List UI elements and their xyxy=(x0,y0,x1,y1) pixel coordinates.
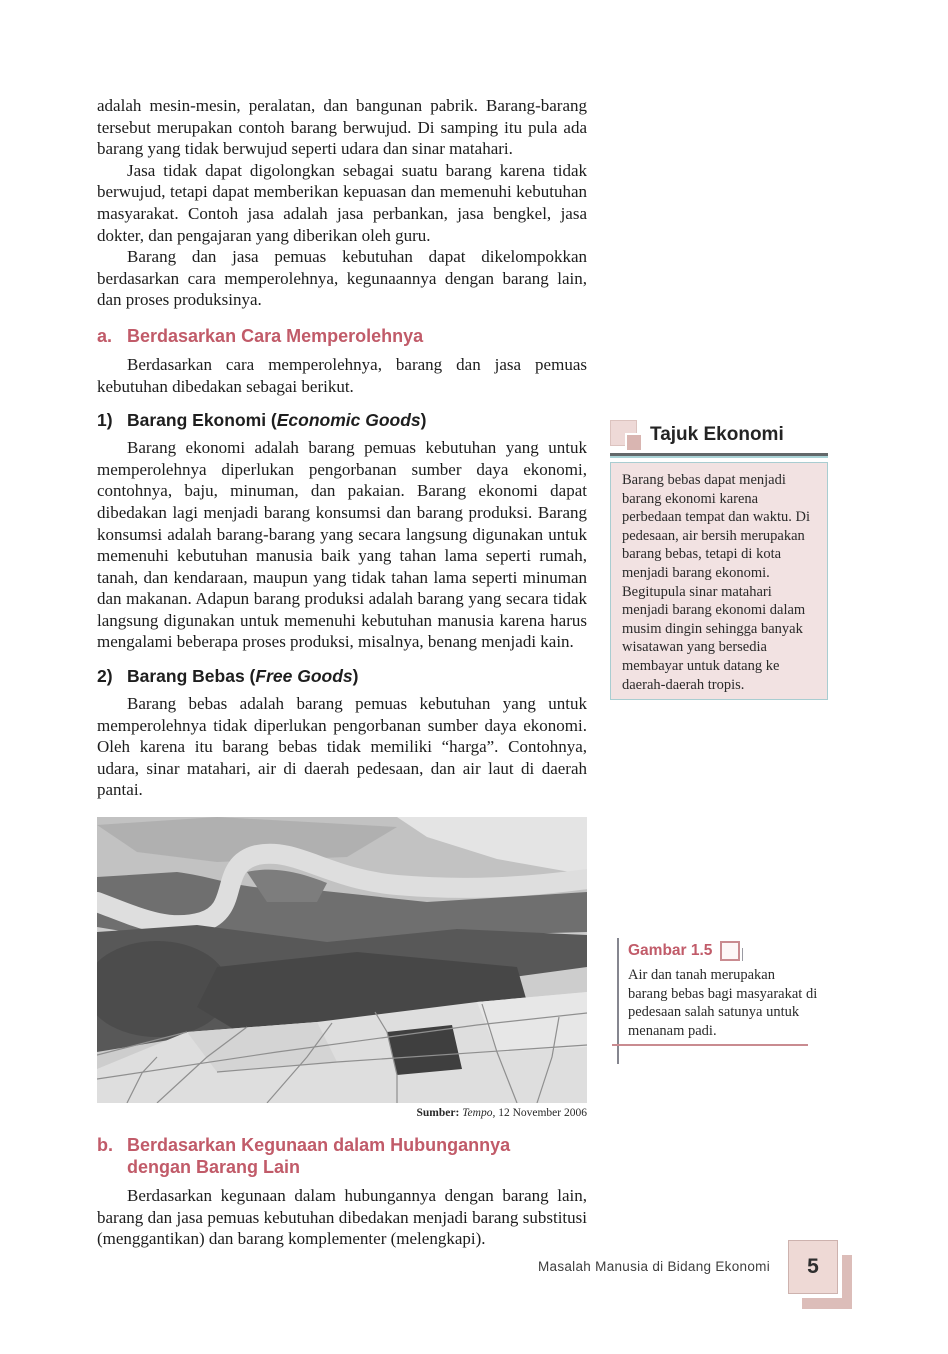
heading-text: Barang Ekonomi ( xyxy=(127,410,277,431)
subsection-heading-2 xyxy=(97,665,587,687)
subsection-heading-2-label xyxy=(127,665,358,687)
photo-source-work: Tempo, xyxy=(462,1107,496,1120)
icon-square-small xyxy=(625,433,641,450)
layered-squares-icon xyxy=(610,420,644,452)
heading-text: Barang Bebas ( xyxy=(127,666,256,687)
paragraph: Barang ekonomi adalah barang pemuas kebutuhan yang untuk memperolehnya diperlukan pengorbanan sumber daya ekonomi, contohnya, baju, minuman, dan pakaian. Barang ekonomi dapat dibedakan lagi menjadi barang konsumsi dan barang produksi. Barang konsumsi adalah barang-barang yang secara langsung digunakan untuk memenuhi kebutuhan manusia baik yang tahan lama seperti rumah, tanah, dan kendaraan, maupun yang tidak tahan lama seperti minuman dan makanan. Adapun barang produksi adalah barang yang secara tidak langsung digunakan untuk memenuhi kebutuhan manusia karena harus mengalami beberapa proses produksi, misalnya, benang menjadi kain. xyxy=(97,438,587,652)
page-number: 5 xyxy=(807,1255,819,1278)
footer-chapter-title: Masalah Manusia di Bidang Ekonomi xyxy=(537,1259,770,1274)
figure-page-icon xyxy=(720,941,740,961)
paragraph: adalah mesin-mesin, peralatan, dan bangunan pabrik. Barang-barang tersebut merupakan contoh barang berwujud. Di samping itu pula ada barang yang tidak berwujud seperti udara dan sinar matahari. xyxy=(97,96,587,159)
heading-text: ) xyxy=(420,410,427,431)
section-heading-a xyxy=(97,325,587,347)
photo-source-label: Sumber: xyxy=(416,1107,460,1120)
figure-caption xyxy=(628,941,818,1040)
subsection-heading-1-label xyxy=(127,409,426,431)
section-heading-b-label: Berdasarkan Kegunaan dalam Hubungannya dengan Barang Lain xyxy=(127,1135,511,1178)
tajuk-ekonomi-title: Tajuk Ekonomi xyxy=(650,424,784,445)
paragraph: Berdasarkan cara memperolehnya, barang dan jasa pemuas kebutuhan dibedakan sebagai berikut. xyxy=(97,354,587,396)
subsection-heading-1 xyxy=(97,409,587,431)
main-text-column xyxy=(97,95,587,1250)
figure-label-row xyxy=(628,941,818,961)
tajuk-ekonomi-header xyxy=(610,420,828,454)
heading-italic-text: Free Goods xyxy=(255,666,353,687)
heading-italic-text: Economic Goods xyxy=(276,410,421,431)
section-heading-b xyxy=(97,1134,587,1178)
figure-label: Gambar 1.5 xyxy=(628,942,713,959)
photo-source-date: 12 November 2006 xyxy=(498,1107,587,1120)
heading-text: ) xyxy=(352,666,359,687)
figure-caption-text: Air dan tanah merupakan barang bebas bagi masyarakat di pedesaan salah satunya untuk menanam padi. xyxy=(628,967,818,1039)
paragraph: Berdasarkan kegunaan dalam hubungannya dengan barang lain, barang dan jasa pemuas kebutuhan dibedakan menjadi barang substitusi (menggantikan) dan barang komplementer (melengkapi). xyxy=(97,1186,587,1249)
section-heading-a-number: a. xyxy=(97,325,113,346)
page-number-box xyxy=(788,1240,838,1294)
tajuk-rule-teal xyxy=(610,456,828,458)
subsection-heading-1-number: 1) xyxy=(97,410,113,431)
section-heading-a-label: Berdasarkan Cara Memperolehnya xyxy=(127,325,424,346)
photo-source xyxy=(97,1106,587,1120)
aerial-photo xyxy=(97,817,587,1103)
subsection-heading-2-number: 2) xyxy=(97,666,113,687)
section-heading-b-number: b. xyxy=(97,1135,113,1156)
paragraph: Barang dan jasa pemuas kebutuhan dapat dikelompokkan berdasarkan cara memperolehnya, kegunaannya dengan barang lain, dan proses produksinya. xyxy=(97,247,587,310)
figure-caption-horizontal-rule xyxy=(612,1044,808,1046)
paragraph: Barang bebas adalah barang pemuas kebutuhan yang untuk memperolehnya tidak diperlukan pengorbanan sumber daya ekonomi. Oleh karena itu barang bebas tidak memiliki “harga”. Contohnya, udara, sinar matahari, air di daerah pedesaan, dan air laut di daerah pantai. xyxy=(97,694,587,800)
paragraph: Jasa tidak dapat digolongkan sebagai suatu barang karena tidak berwujud, tetapi dapat memberikan kepuasan dan memenuhi kebutuhan masyarakat. Contoh jasa adalah jasa perbankan, jasa bengkel, jasa dokter, dan pengajaran yang diberikan oleh guru. xyxy=(97,160,587,245)
tajuk-ekonomi-box: Barang bebas dapat menjadi barang ekonomi karena perbedaan tempat dan waktu. Di pedesaan, air bersih merupakan barang bebas, tetapi di kota menjadi barang ekonomi. Begitupula sinar matahari menjadi barang ekonomi dalam musim dingin sehingga banyak wisatawan yang bersedia membayar untuk datang ke daerah-daerah tropis. xyxy=(610,462,828,700)
